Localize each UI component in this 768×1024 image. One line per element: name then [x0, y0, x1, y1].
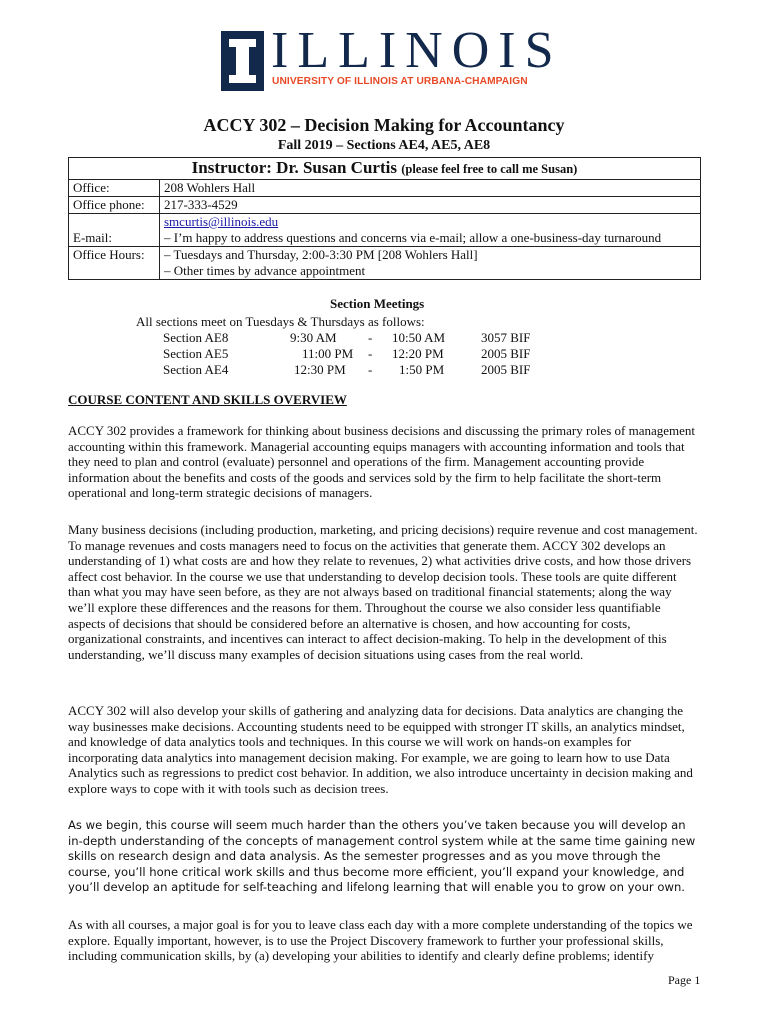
section-end: 10:50 AM [392, 330, 446, 345]
phone-value: 217-333-4529 [160, 197, 701, 214]
section-start: 12:30 PM [294, 362, 346, 377]
logo-wordmark: ILLINOIS [271, 22, 563, 79]
hours-label: Office Hours: [69, 247, 160, 280]
table-row [69, 180, 701, 197]
section-start: 9:30 AM [290, 330, 337, 345]
overview-paragraph-2: Many business decisions (including production, marketing, and pricing decisions) require revenue and cost management. To manage revenues and costs managers need to focus on the activities that generate them. ACCY 302 develops an understanding of 1) what costs are and how they relate to revenues, 2) what activities drive costs, and how those drivers affect cost behavior. In the course we use that understanding to develop decision tools. These tools are quite different than what you may have seen before, as they are not always based on traditional financial statements; along the way we’ll explore these differences and the reasons for them. Throughout the course we also consider less quantifiable aspects of decisions that should be considered before an alternative is chosen, and how accounting for costs, organizational constraints, and incentives can interact to affect decision-making. To help in the development of this understanding, we’ll discuss many examples of decision situations using cases from the real world. [68, 522, 698, 662]
instructor-row [69, 158, 701, 180]
hours-line-1: – Tuesdays and Thursday, 2:00-3:30 PM [208 Wohlers Hall] [164, 247, 478, 262]
overview-heading: COURSE CONTENT AND SKILLS OVERVIEW [68, 392, 347, 407]
section-meetings-intro: All sections meet on Tuesdays & Thursdays as follows: [136, 314, 425, 329]
section-name: Section AE5 [163, 346, 229, 361]
table-row [69, 214, 701, 247]
hours-cell [160, 247, 701, 280]
section-room: 2005 BIF [481, 346, 531, 361]
list-item [0, 362, 768, 378]
email-note: – I’m happy to address questions and concerns via e-mail; allow a one-business-day turnaround [164, 230, 662, 245]
email-label: E-mail: [69, 214, 160, 247]
section-dash: - [368, 330, 373, 345]
section-room: 2005 BIF [481, 362, 531, 377]
office-label: Office: [69, 180, 160, 197]
page-number: Page 1 [668, 973, 701, 987]
email-link[interactable]: smcurtis@illinois.edu [164, 214, 279, 229]
overview-paragraph-1: ACCY 302 provides a framework for thinking about business decisions and discussing the primary roles of management accounting within this framework. Managerial accounting equips managers with accounting information and tools that they need to plan and control (evaluate) personnel and operations of the firm. Management accounting provide information about the benefits and costs of the goods and services sold by the firm to help facilitate the short-term operational and long-term strategic decisions of managers. [68, 423, 696, 501]
section-dash: - [368, 346, 373, 361]
phone-label: Office phone: [69, 197, 160, 214]
course-title: ACCY 302 – Decision Making for Accountancy [203, 115, 565, 135]
instructor-table [68, 157, 701, 280]
section-name: Section AE8 [163, 330, 229, 345]
section-end: 12:20 PM [392, 346, 444, 361]
list-item [0, 346, 768, 362]
office-value: 208 Wohlers Hall [160, 180, 701, 197]
overview-paragraph-3: ACCY 302 will also develop your skills of gathering and analyzing data for decisions. Data analytics are changing the way businesses make decisions. Accounting students need to be equipped with stronger IT skills, an analytics mindset, and knowledge of data analytics tools and techniques. In this course we will work on hands-on examples for incorporating data analytics into management decision making. For example, we are going to learn how to use Data Analytics such as regressions to predict cost behavior. In addition, we also introduce uncertainty in decision making and explore ways to cope with it with tools such as decision trees. [68, 703, 693, 796]
list-item [0, 330, 768, 346]
email-cell [160, 214, 701, 247]
overview-paragraph-5: As with all courses, a major goal is for you to leave class each day with a more complete understanding of the topics we explore. Equally important, however, is to use the Project Discovery framework to further your professional skills, including communication skills, by (a) developing your abilities to identify and clearly define problems; identify [68, 917, 693, 964]
instructor-name: Instructor: Dr. Susan Curtis [191, 158, 397, 177]
block-i-icon [221, 31, 264, 91]
section-end: 1:50 PM [399, 362, 445, 377]
university-logo [221, 22, 563, 91]
instructor-note: (please feel free to call me Susan) [401, 162, 578, 176]
section-dash: - [368, 362, 373, 377]
course-term: Fall 2019 – Sections AE4, AE5, AE8 [277, 138, 491, 153]
section-name: Section AE4 [163, 362, 229, 377]
section-meetings-title: Section Meetings [330, 296, 425, 311]
table-row [69, 197, 701, 214]
logo-subtitle: UNIVERSITY OF ILLINOIS AT URBANA-CHAMPAIGN [272, 76, 528, 87]
hours-line-2: – Other times by advance appointment [164, 263, 366, 278]
table-row [69, 247, 701, 280]
instructor-heading-cell [69, 158, 701, 180]
section-room: 3057 BIF [481, 330, 531, 345]
overview-paragraph-4: As we begin, this course will seem much harder than the others you’ve taken because you will develop an in-depth understanding of the concepts of management control system while at the same time gaining new skills on research design and data analysis. As the semester progresses and as you move through the course, you’ll hone critical work skills and thus become more efficient, you’ll expand your knowledge, and you’ll develop an aptitude for self-teaching and lifelong learning that will enable you to grow on your own. [68, 818, 696, 895]
section-start: 11:00 PM [302, 346, 354, 361]
